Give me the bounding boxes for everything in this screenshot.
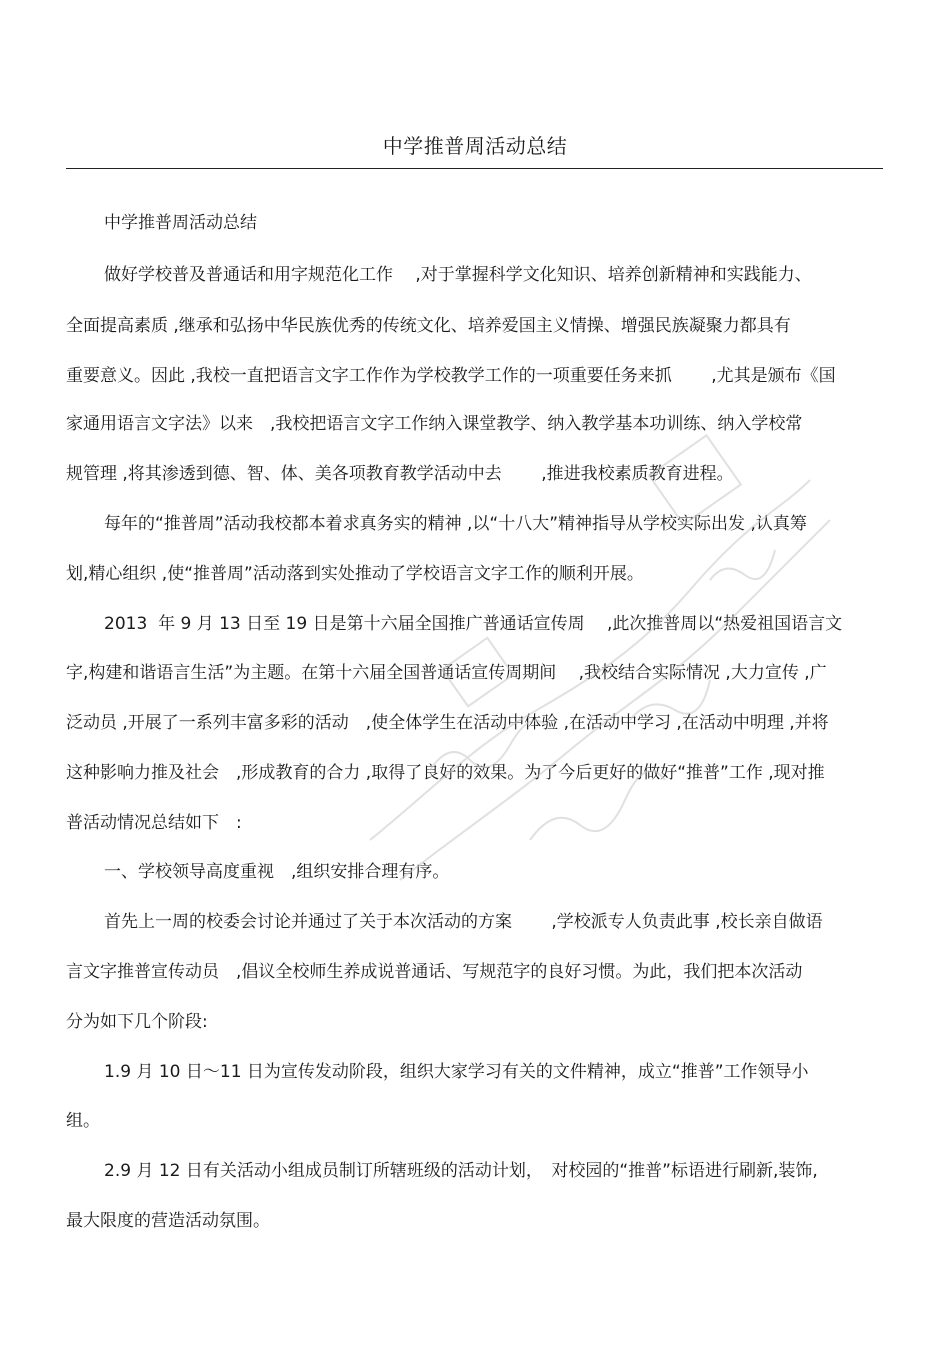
paragraph-line: 普活动情况总结如下 : — [66, 813, 242, 833]
paragraph-line: 字,构建和谐语言生活”为主题。在第十六届全国普通话宣传周期间 ,我校结合实际情况 ,大力宣传 ,广 — [66, 663, 827, 683]
paragraph-line: 言文字推普宣传动员 ,倡议全校师生养成说普通话、写规范字的良好习惯。为此，我们把本次活动 — [66, 962, 803, 982]
paragraph-line: 规管理 ,将其渗透到德、智、体、美各项教育教学活动中去 ,推进我校素质教育进程。 — [66, 464, 734, 484]
list-item-continuation: 最大限度的营造活动氛围。 — [66, 1211, 270, 1231]
subtitle-line: 中学推普周活动总结 — [104, 213, 257, 233]
paragraph-line: 首先上一周的校委会讨论并通过了关于本次活动的方案 ,学校派专人负责此事 ,校长亲自做语 — [104, 912, 823, 932]
paragraph-line: 泛动员 ,开展了一系列丰富多彩的活动 ,使全体学生在活动中体验 ,在活动中学习 ,在活动中明理 ,并将 — [66, 713, 829, 733]
paragraph-line: 2013 年 9 月 13 日至 19 日是第十六届全国推广普通话宣传周 ,此次推普周以“热爱祖国语言文 — [104, 614, 843, 634]
list-item: 2.9 月 12 日有关活动小组成员制订所辖班级的活动计划， 对校园的“推普”标语进行刷新,装饰, — [104, 1161, 818, 1181]
paragraph-line: 重要意义。因此 ,我校一直把语言文字工作作为学校教学工作的一项重要任务来抓 ,尤其是颁布《国 — [66, 366, 836, 386]
section-heading: 一、学校领导高度重视 ,组织安排合理有序。 — [104, 862, 450, 882]
title-divider — [66, 168, 883, 169]
document-title: 中学推普周活动总结 — [382, 134, 568, 158]
paragraph-line: 这种影响力推及社会 ,形成教育的合力 ,取得了良好的效果。为了今后更好的做好“推普”工作 ,现对推 — [66, 763, 825, 783]
paragraph-line: 划,精心组织 ,使“推普周”活动落到实处推动了学校语言文字工作的顺利开展。 — [66, 564, 644, 584]
paragraph-line: 做好学校普及普通话和用字规范化工作 ,对于掌握科学文化知识、培养创新精神和实践能力、 — [104, 265, 812, 285]
list-item-continuation: 组。 — [66, 1111, 100, 1131]
paragraph-line: 分为如下几个阶段: — [66, 1012, 208, 1032]
paragraph-line: 全面提高素质 ,继承和弘扬中华民族优秀的传统文化、培养爱国主义情操、增强民族凝聚力都具有 — [66, 316, 791, 336]
list-item: 1.9 月 10 日～11 日为宣传发动阶段，组织大家学习有关的文件精神，成立“推普”工作领导小 — [104, 1062, 809, 1082]
paragraph-line: 家通用语言文字法》以来 ,我校把语言文字工作纳入课堂教学、纳入教学基本功训练、纳入学校常 — [66, 414, 803, 434]
paragraph-line: 每年的“推普周”活动我校都本着求真务实的精神 ,以“十八大”精神指导从学校实际出发 ,认真筹 — [104, 514, 807, 534]
